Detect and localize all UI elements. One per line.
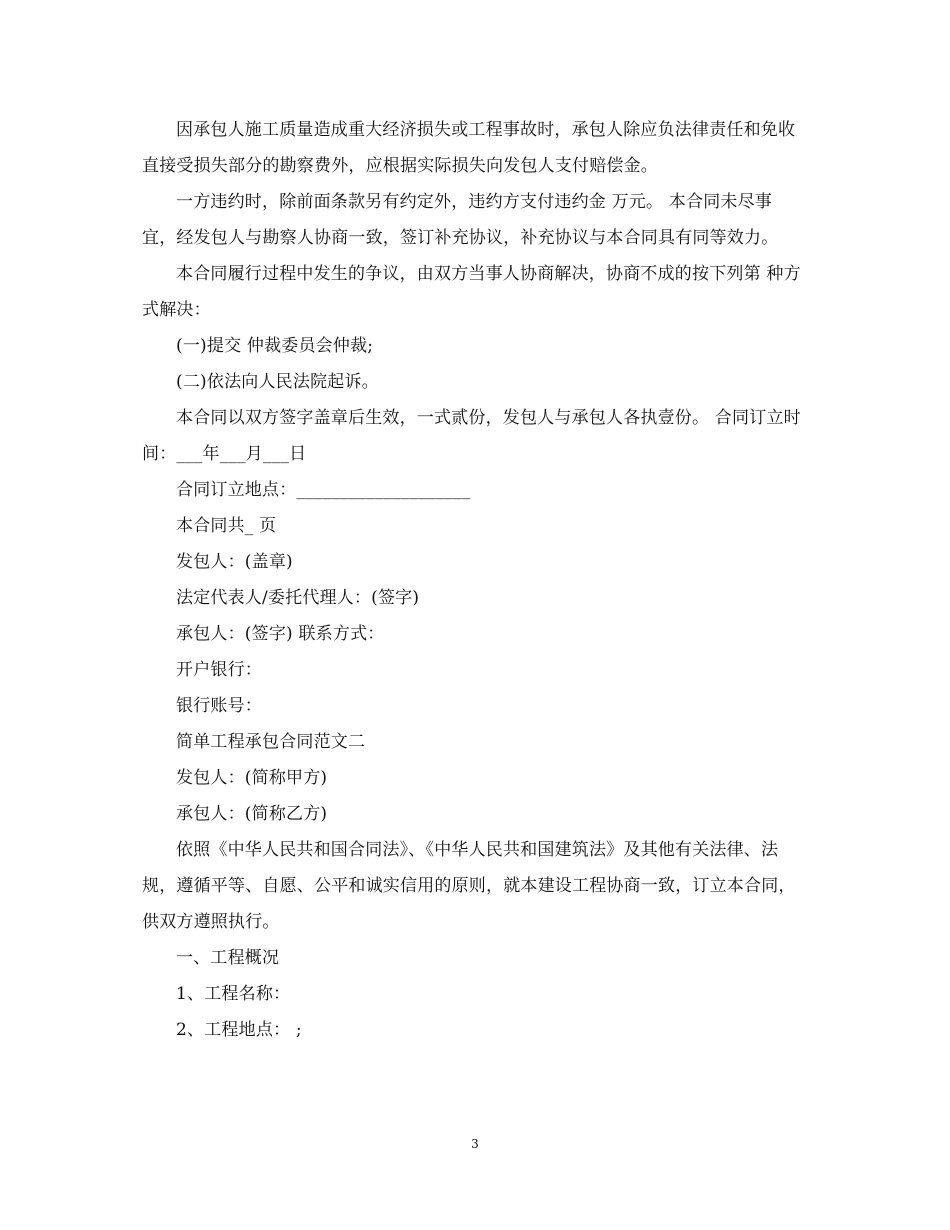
breach-paragraph: 一方违约时，除前面条款另有约定外，违约方支付违约金 万元。 本合同未尽事宜，经发包人与勘察人协商一致，签订补充协议，补充协议与本合同具有同等效力。 bbox=[142, 192, 779, 248]
project-location-line: 2、工程地点： ; bbox=[176, 1020, 302, 1040]
contract-effect-paragraph: 本合同以双方签字盖章后生效，一式贰份，发包人与承包人各执壹份。 合同订立时间：___年___月___日 bbox=[142, 408, 801, 464]
page-number: 3 bbox=[471, 1137, 479, 1151]
bank-name-line: 开户银行： bbox=[176, 660, 262, 680]
document-body bbox=[142, 112, 806, 1048]
signing-place-line: 合同订立地点：____________________ bbox=[176, 480, 471, 500]
dispute-option-court: (二)依法向人民法院起诉。 bbox=[176, 372, 379, 392]
legal-representative-line: 法定代表人/委托代理人：(签字) bbox=[176, 588, 420, 608]
dispute-option-arbitration: (一)提交 仲裁委员会仲裁; bbox=[176, 336, 374, 356]
page-count-line: 本合同共_ 页 bbox=[176, 516, 277, 536]
party-a-line: 发包人：(简称甲方) bbox=[176, 768, 328, 788]
employer-seal-line: 发包人：(盖章) bbox=[176, 552, 293, 572]
bank-account-line: 银行账号： bbox=[176, 696, 262, 716]
compensation-paragraph: 因承包人施工质量造成重大经济损失或工程事故时，承包人除应负法律责任和免收直接受损失部分的勘察费外，应根据实际损失向发包人支付赔偿金。 bbox=[142, 120, 796, 176]
second-template-title: 简单工程承包合同范文二 bbox=[176, 732, 366, 752]
project-overview-heading: 一、工程概况 bbox=[176, 948, 280, 968]
project-name-line: 1、工程名称： bbox=[176, 984, 291, 1004]
legal-basis-paragraph: 依照《中华人民共和国合同法》、《中华人民共和国建筑法》及其他有关法律、法规，遵循平等、自愿、公平和诚实信用的原则，就本建设工程协商一致，订立本合同，供双方遵照执行。 bbox=[142, 840, 796, 932]
party-b-line: 承包人：(简称乙方) bbox=[176, 804, 328, 824]
dispute-paragraph: 本合同履行过程中发生的争议，由双方当事人协商解决，协商不成的按下列第 种方式解决： bbox=[142, 264, 801, 320]
contractor-signature-line: 承包人：(签字) 联系方式： bbox=[176, 624, 385, 644]
